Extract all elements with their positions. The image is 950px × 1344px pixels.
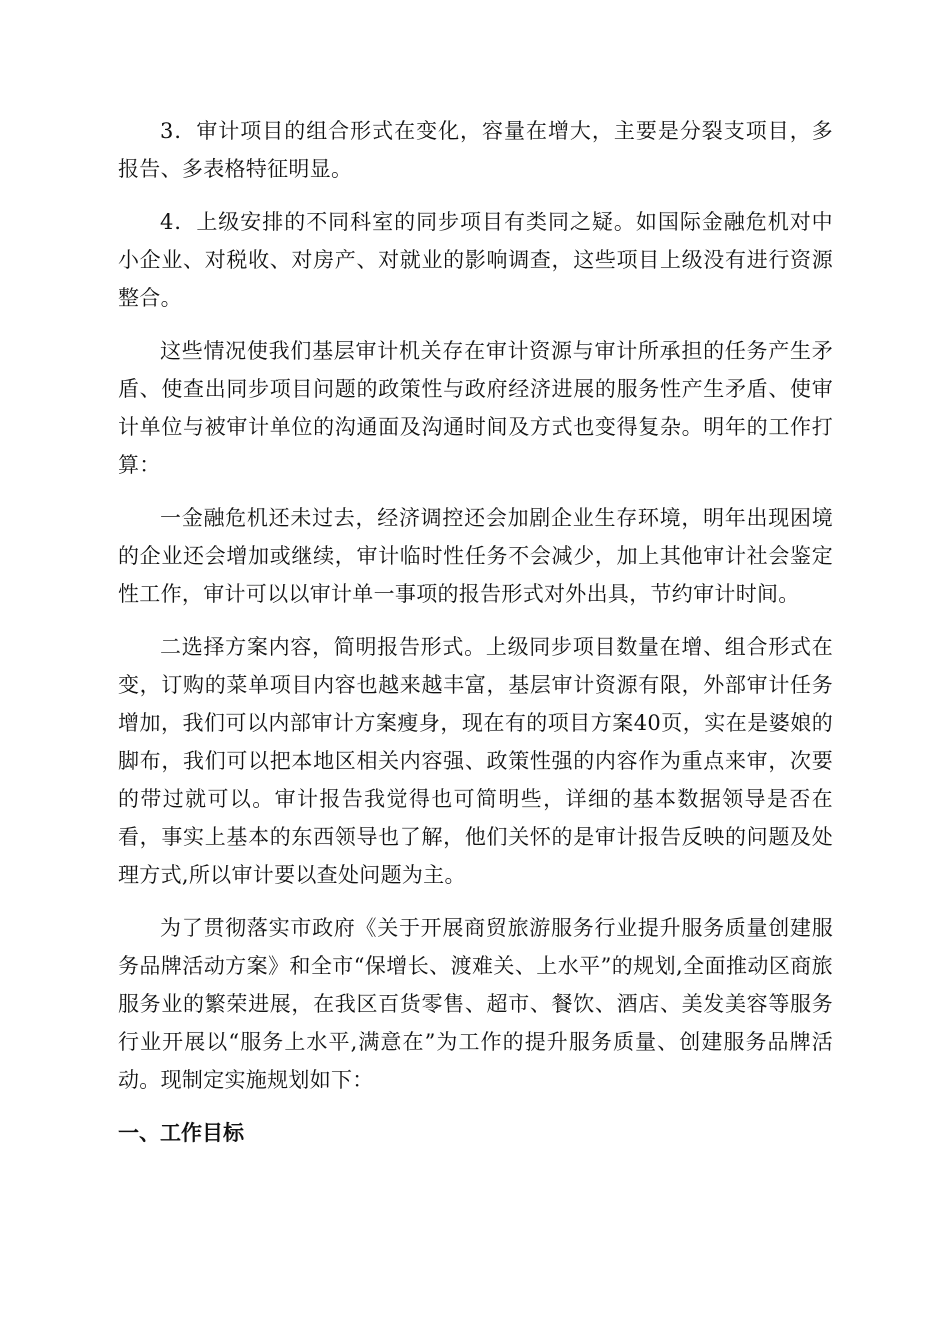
paragraph-plan-two: 二选择方案内容，简明报告形式。上级同步项目数量在增、组合形式在变，订购的菜单项目内容也越来越丰富，基层审计资源有限，外部审计任务增加，我们可以内部审计方案瘦身，现在有的项目方案40页，实在是婆娘的脚布，我们可以把本地区相关内容强、政策性强的内容作为重点来审，次要的带过就可以。审计报告我觉得也可简明些，详细的基本数据领导是否在看，事实上基本的东西领导也了解，他们关怀的是审计报告反映的问题及处理方式,所以审计要以查处问题为主。 xyxy=(118,635,833,887)
paragraph-service-quality-intro: 为了贯彻落实市政府《关于开展商贸旅游服务行业提升服务质量创建服务品牌活动方案》和全市“保增长、渡难关、上水平”的规划,全面推动区商旅服务业的繁荣进展，在我区百货零售、超市、餐饮、酒店、美发美容等服务行业开展以“服务上水平,满意在”为工作的提升服务质量、创建服务品牌活动。现制定实施规划如下： xyxy=(118,916,833,1092)
paragraph-plan-one: 一金融危机还未过去，经济调控还会加剧企业生存环境，明年出现困境的企业还会增加或继续，审计临时性任务不会减少，加上其他审计社会鉴定性工作，审计可以以审计单一事项的报告形式对外出具，节约审计时间。 xyxy=(118,506,833,606)
paragraph-situation-summary: 这些情况使我们基层审计机关存在审计资源与审计所承担的任务产生矛盾、使查出同步项目问题的政策性与政府经济进展的服务性产生矛盾、使审计单位与被审计单位的沟通面及沟通时间及方式也变得复杂。明年的工作打算： xyxy=(118,339,833,477)
section-heading-work-goals: 一、工作目标 xyxy=(118,1121,244,1145)
document-page xyxy=(118,112,833,1152)
paragraph-item-3: 3．审计项目的组合形式在变化，容量在增大，主要是分裂支项目，多报告、多表格特征明显。 xyxy=(118,119,833,181)
paragraph-item-4: 4．上级安排的不同科室的同步项目有类同之疑。如国际金融危机对中小企业、对税收、对房产、对就业的影响调查，这些项目上级没有进行资源整合。 xyxy=(118,210,833,310)
